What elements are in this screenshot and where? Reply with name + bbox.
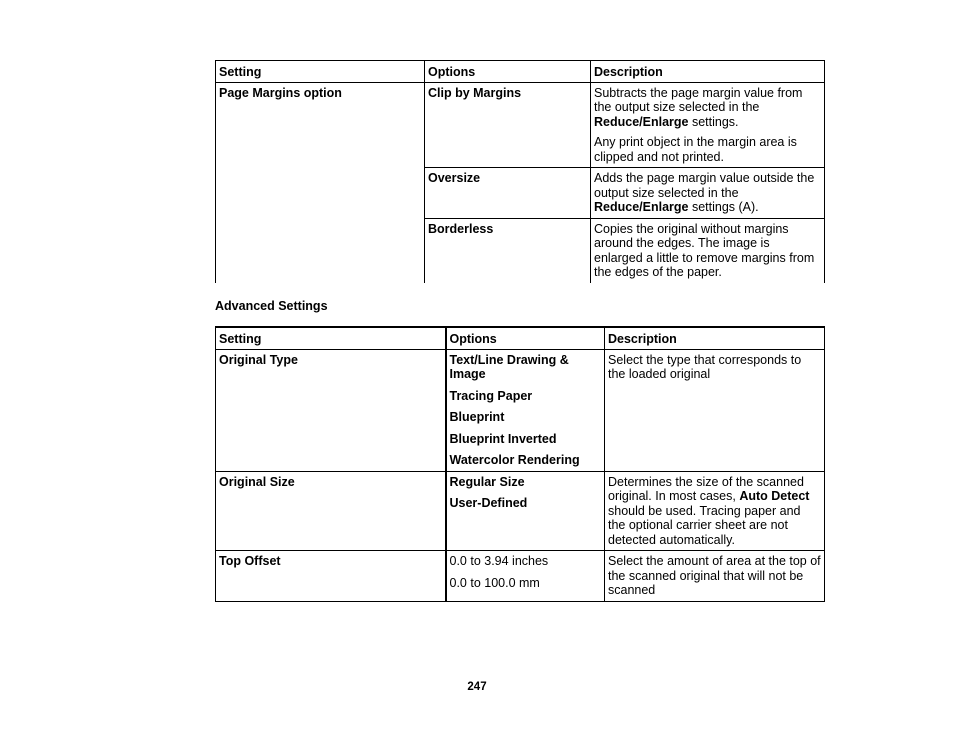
table-row — [216, 82, 825, 168]
option-item: Text/Line Drawing & Image — [449, 352, 569, 381]
description-cell — [591, 168, 825, 219]
description-cell: Select the amount of area at the top of the scanned original that will not be scanned — [605, 551, 825, 602]
option-item: Tracing Paper — [449, 388, 533, 403]
table-row — [216, 471, 825, 551]
column-header-options: Options — [446, 327, 605, 349]
column-header-options: Options — [425, 61, 591, 83]
option-item: Regular Size — [449, 474, 525, 489]
option-cell: Borderless — [425, 218, 591, 283]
table-header-row — [216, 61, 825, 83]
setting-cell: Original Size — [216, 471, 446, 551]
advanced-settings-table — [215, 326, 825, 602]
description-cell: Select the type that corresponds to the loaded original — [605, 349, 825, 471]
section-heading: Advanced Settings — [215, 299, 328, 313]
column-header-description: Description — [591, 61, 825, 83]
table-row — [216, 551, 825, 602]
options-cell — [446, 551, 605, 602]
description-text: Subtracts the page margin value from the output size selected in the Reduce/Enlarge settings. — [594, 85, 803, 129]
page-margins-table — [215, 60, 825, 283]
option-cell: Clip by Margins — [425, 82, 591, 168]
page-number: 247 — [467, 681, 487, 693]
setting-cell: Original Type — [216, 349, 446, 471]
description-cell: Determines the size of the scanned original. In most cases, Auto Detect should be used. Tracing paper and the optional carrier sheet are not detected automatically. — [605, 471, 825, 551]
option-item: Watercolor Rendering — [449, 453, 580, 467]
description-cell: Copies the original without margins around the edges. The image is enlarged a little to remove margins from the edges of the paper. — [591, 218, 825, 283]
option-item: Blueprint — [449, 410, 505, 424]
column-header-description: Description — [605, 327, 825, 349]
table-row — [216, 349, 825, 471]
table-header-row — [216, 327, 825, 349]
description-cell — [591, 82, 825, 168]
option-item: User-Defined — [449, 496, 528, 510]
option-item: 0.0 to 100.0 mm — [449, 575, 540, 590]
option-cell: Oversize — [425, 168, 591, 219]
setting-cell: Top Offset — [216, 551, 446, 602]
option-item: 0.0 to 3.94 inches — [449, 554, 549, 568]
options-cell — [446, 471, 605, 551]
description-text: Any print object in the margin area is clipped and not printed. — [594, 135, 797, 164]
column-header-setting: Setting — [216, 61, 425, 83]
column-header-setting: Setting — [216, 327, 446, 349]
setting-cell: Page Margins option — [216, 82, 425, 283]
description-text: Adds the page margin value outside the output size selected in the Reduce/Enlarge settings (A). — [594, 171, 815, 214]
option-item: Blueprint Inverted — [449, 431, 557, 446]
options-cell — [446, 349, 605, 471]
